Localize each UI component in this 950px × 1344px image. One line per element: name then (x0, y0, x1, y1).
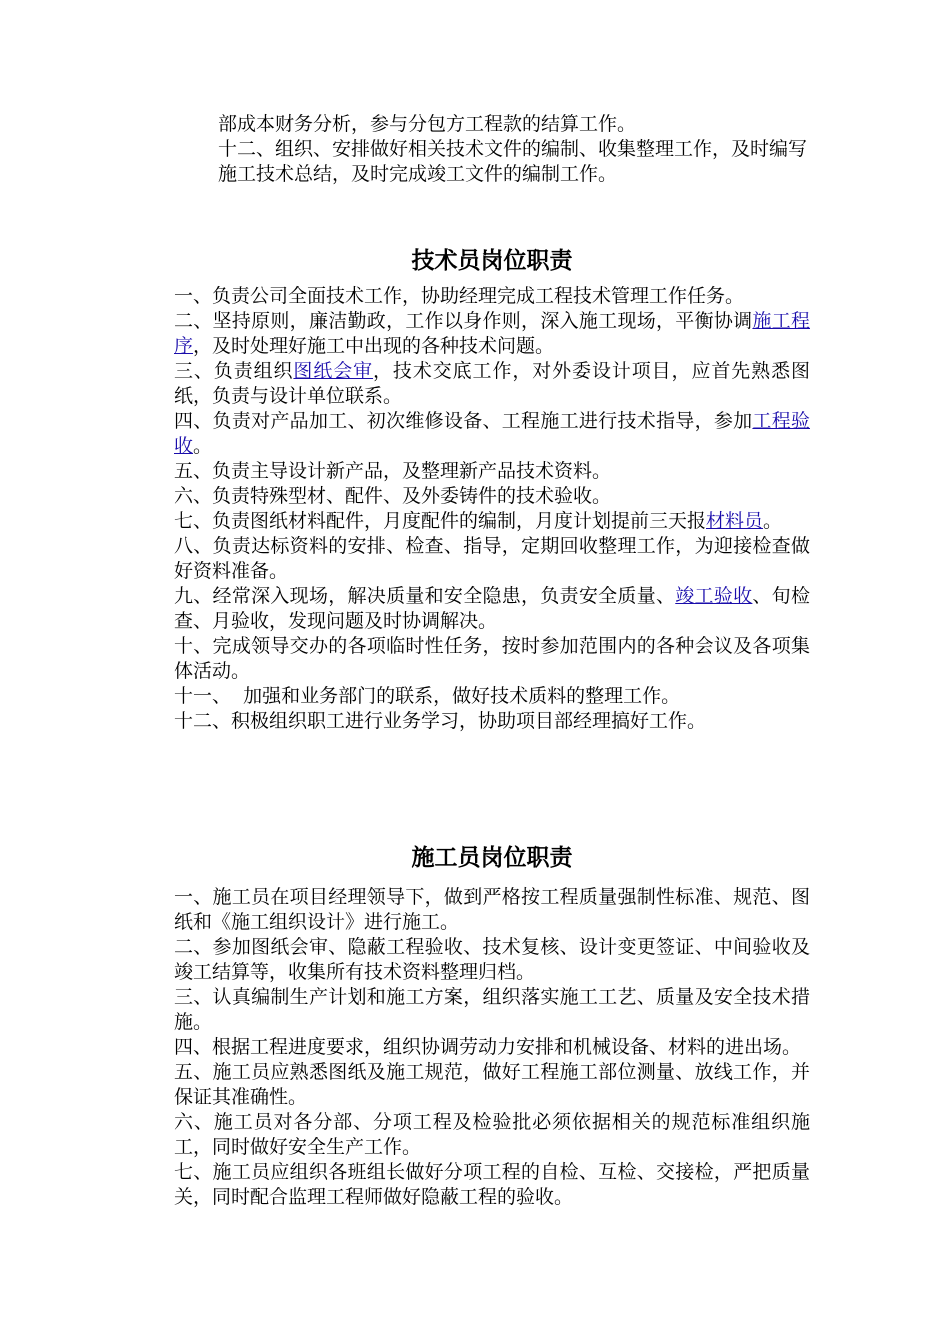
tech-item-3-text-a: 三、负责组织 (174, 360, 294, 382)
tech-item-7-text-a: 七、负责图纸材料配件，月度配件的编制，月度计划提前三天报 (174, 510, 707, 532)
technician-duties-title: 技术员岗位职责 (411, 247, 573, 274)
material-clerk-link[interactable]: 材料员 (706, 510, 764, 532)
tech-item-9 (174, 584, 810, 634)
construction-item-5: 五、施工员应熟悉图纸及施工规范，做好工程施工部位测量、放线工作，并保证其准确性。 (174, 1061, 810, 1108)
tech-item-9-text-b: 、旬检查、月验收，发现问题及时协调解决。 (174, 585, 810, 632)
drawing-review-link[interactable]: 图纸会审 (293, 360, 374, 382)
completion-acceptance-link[interactable]: 竣工验收 (675, 585, 753, 607)
tech-item-7-text-b: 。 (763, 510, 783, 532)
tech-item-8: 八、负责达标资料的安排、检查、指导，定期回收整理工作，为迎接检查做好资料准备。 (174, 535, 810, 582)
tech-item-4-text-a: 四、负责对产品加工、初次维修设备、工程施工进行技术指导，参加 (174, 410, 753, 432)
intro-line-1: 部成本财务分析，参与分包方工程款的结算工作。 (218, 113, 637, 135)
construction-item-6: 六、施工员对各分部、分项工程及检验批必须依据相关的规范标准组织施工，同时做好安全生产工作。 (174, 1111, 810, 1158)
tech-item-12: 十二、积极组织职工进行业务学习，协助项目部经理搞好工作。 (174, 710, 707, 732)
tech-item-4-text-b: 。 (193, 435, 213, 457)
tech-item-11: 十一、 加强和业务部门的联系，做好技术质料的整理工作。 (174, 685, 681, 707)
construction-procedure-link[interactable]: 施工程序 (174, 310, 810, 357)
intro-continuation (218, 112, 810, 187)
tech-item-6: 六、负责特殊型材、配件、及外委铸件的技术验收。 (174, 485, 612, 507)
tech-item-3-text-b: ，技术交底工作，对外委设计项目，应首先熟悉图纸，负责与设计单位联系。 (174, 360, 810, 407)
tech-item-7 (174, 509, 810, 534)
intro-line-2: 十二、组织、安排做好相关技术文件的编制、收集整理工作，及时编写施工技术总结，及时完成竣工文件的编制工作。 (218, 138, 808, 185)
tech-item-2 (174, 309, 810, 359)
construction-duties-title: 施工员岗位职责 (411, 844, 573, 871)
construction-worker-duties-section (174, 843, 810, 1210)
tech-item-1: 一、负责公司全面技术工作，协助经理完成工程技术管理工作任务。 (174, 285, 745, 307)
project-acceptance-link[interactable]: 工程验收 (174, 410, 810, 457)
construction-item-7: 七、施工员应组织各班组长做好分项工程的自检、互检、交接检，严把质量关，同时配合监理工程师做好隐蔽工程的验收。 (174, 1161, 810, 1208)
tech-item-5: 五、负责主导设计新产品，及整理新产品技术资料。 (174, 460, 612, 482)
construction-item-4: 四、根据工程进度要求，组织协调劳动力安排和机械设备、材料的进出场。 (174, 1036, 802, 1058)
tech-item-3 (174, 359, 810, 409)
technician-duties-section (174, 246, 810, 734)
construction-item-3: 三、认真编制生产计划和施工方案，组织落实施工工艺、质量及安全技术措施。 (174, 986, 810, 1033)
tech-item-9-text-a: 九、经常深入现场，解决质量和安全隐患，负责安全质量、 (174, 585, 676, 607)
construction-item-1: 一、施工员在项目经理领导下，做到严格按工程质量强制性标准、规范、图纸和《施工组织设计》进行施工。 (174, 886, 810, 933)
tech-item-10: 十、完成领导交办的各项临时性任务，按时参加范围内的各种会议及各项集体活动。 (174, 635, 810, 682)
tech-item-4 (174, 409, 810, 459)
construction-item-2: 二、参加图纸会审、隐蔽工程验收、技术复核、设计变更签证、中间验收及竣工结算等，收集所有技术资料整理归档。 (174, 936, 810, 983)
tech-item-2-text-a: 二、坚持原则，廉洁勤政，工作以身作则，深入施工现场，平衡协调 (174, 310, 753, 332)
tech-item-2-text-b: ，及时处理好施工中出现的各种技术问题。 (193, 335, 555, 357)
